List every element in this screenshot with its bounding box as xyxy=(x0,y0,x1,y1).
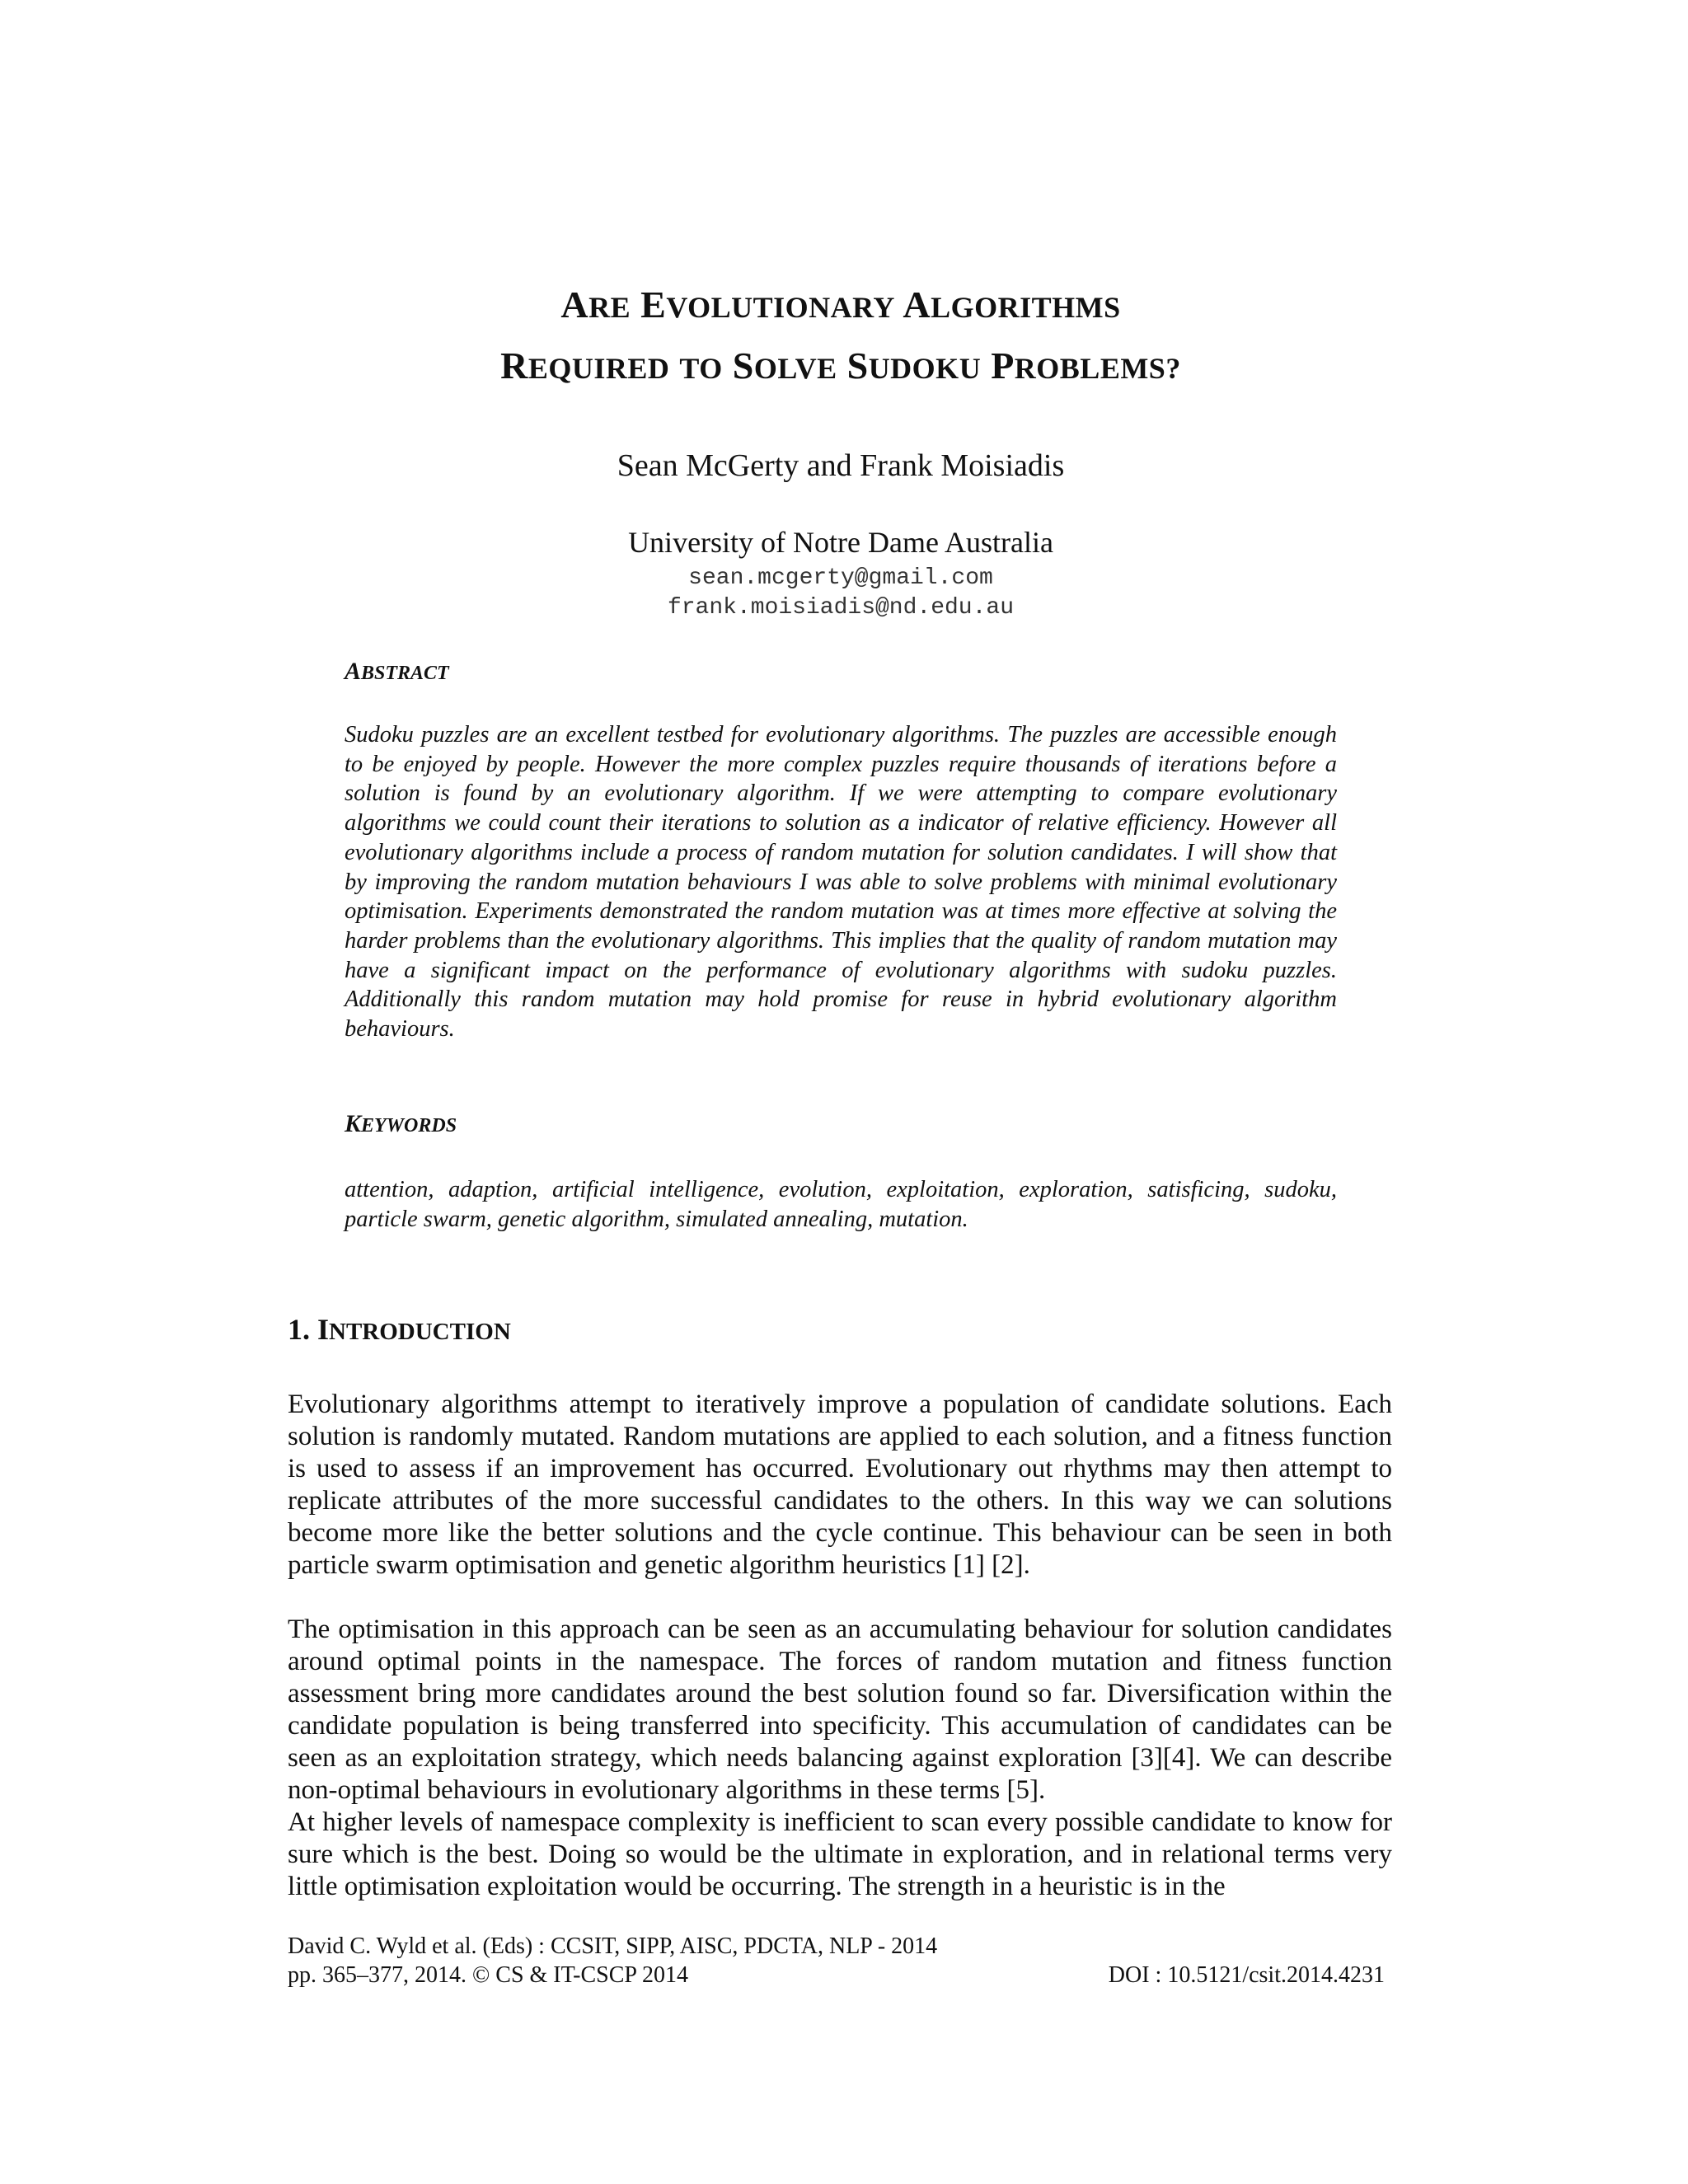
introduction-heading xyxy=(288,1310,511,1351)
author-email-2: frank.moisiadis@nd.edu.au xyxy=(667,595,1015,621)
introduction-number: 1. xyxy=(288,1313,310,1346)
paper-title-line-1 xyxy=(272,280,1409,332)
introduction-heading-text: INTRODUCTION xyxy=(317,1313,511,1346)
abstract-heading-text: ABSTRACT xyxy=(345,658,449,685)
introduction-paragraph-2: The optimisation in this approach can be seen as an accumulating behaviour for solution candidates around optimal points in the namespace. The forces of random mutation and fitness function assessment bring more candidates around the best solution found so far. Diversification within the candidate population is being transferred into specificity. This accumulation of candidates can be seen as an exploitation strategy, which needs balancing against exploration [3][4]. We can describe non-optimal behaviours in evolutionary algorithms in these terms [5]. xyxy=(288,1615,1392,1806)
footer-pages-copyright: pp. 365–377, 2014. © CS & IT-CSCP 2014 xyxy=(288,1962,688,1988)
title-line-1-text: ARE EVOLUTIONARY ALGORITHMS xyxy=(560,284,1121,326)
footer-proceedings: David C. Wyld et al. (Eds) : CCSIT, SIPP, AISC, PDCTA, NLP - 2014 xyxy=(288,1933,938,1959)
author-email-1: sean.mcgerty@gmail.com xyxy=(688,565,993,591)
paper-title-line-2 xyxy=(272,341,1409,393)
introduction-paragraph-3: At higher levels of namespace complexity is inefficient to scan every possible candidate to know for sure which is the best. Doing so would be the ultimate in exploration, and in relational terms very little optimisation exploitation would be occurring. The strength in a heuristic is in the xyxy=(288,1807,1392,1902)
title-line-2-text: REQUIRED TO SOLVE SUDOKU PROBLEMS? xyxy=(500,344,1181,387)
keywords-body: attention, adaption, artificial intelligence, evolution, exploitation, exploration, satisficing, sudoku, particle swarm, genetic algorithm, simulated annealing, mutation. xyxy=(345,1177,1337,1232)
keywords-heading-text: KEYWORDS xyxy=(345,1110,457,1137)
keywords-heading xyxy=(345,1108,457,1142)
introduction-paragraph-1: Evolutionary algorithms attempt to iteratively improve a population of candidate solutions. Each solution is randomly mutated. Random mutations are applied to each solution, and a fitness function is used to assess if an improvement has occurred. Evolutionary out rhythms may then attempt to replicate attributes of the more successful candidates to the others. In this way we can solutions become more like the better solutions and the cycle continue. This behaviour can be seen in both particle swarm optimisation and genetic algorithm heuristics [1] [2]. xyxy=(288,1390,1392,1581)
abstract-body: Sudoku puzzles are an excellent testbed for evolutionary algorithms. The puzzles are accessible enough to be enjoyed by people. However the more complex puzzles require thousands of iterations before a solution is found by an evolutionary algorithm. If we were attempting to compare evolutionary algorithms we could count their iterations to solution as a indicator of relative efficiency. However all evolutionary algorithms include a process of random mutation for solution candidates. I will show that by improving the random mutation behaviours I was able to solve problems with minimal evolutionary optimisation. Experiments demonstrated the random mutation was at times more effective at solving the harder problems than the evolutionary algorithms. This implies that the quality of random mutation may have a significant impact on the performance of evolutionary algorithms with sudoku puzzles. Additionally this random mutation may hold promise for reuse in hybrid evolutionary algorithm behaviours. xyxy=(345,722,1337,1043)
author-names: Sean McGerty and Frank Moisiadis xyxy=(617,448,1065,483)
footer-doi: DOI : 10.5121/csit.2014.4231 xyxy=(1108,1962,1385,1988)
author-affiliation: University of Notre Dame Australia xyxy=(628,526,1053,559)
abstract-heading xyxy=(345,655,449,690)
